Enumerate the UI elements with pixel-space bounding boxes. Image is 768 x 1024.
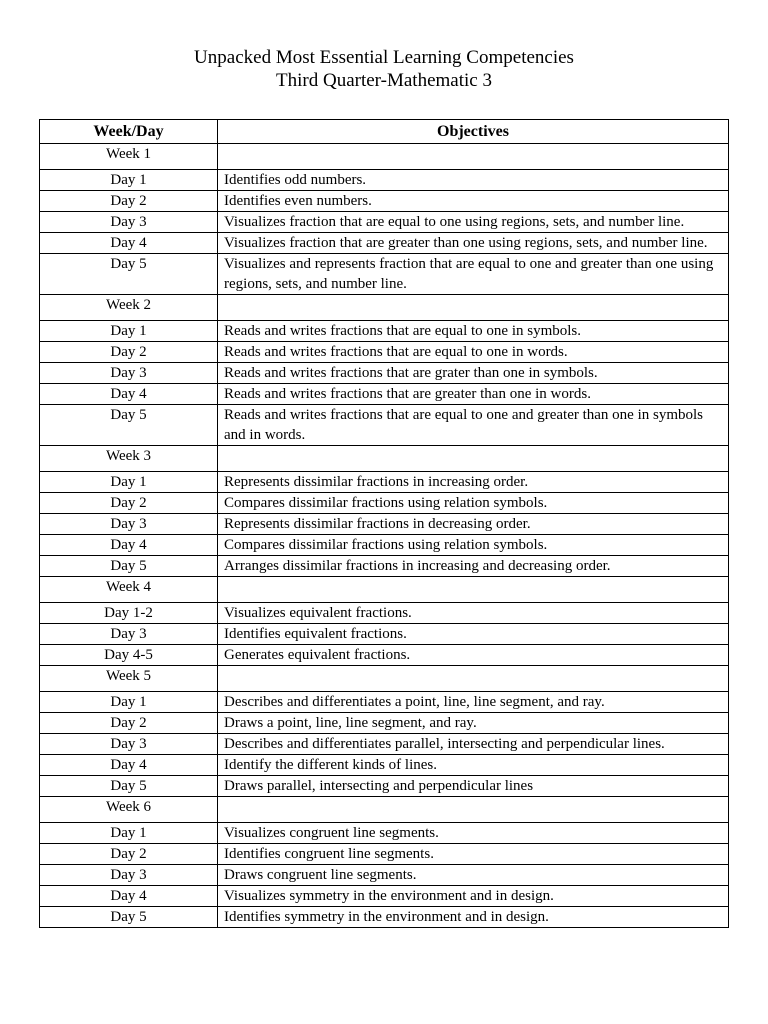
day-label: Day 1-2 xyxy=(40,603,218,624)
day-label: Day 1 xyxy=(40,472,218,493)
objective-text: Visualizes congruent line segments. xyxy=(218,823,729,844)
table-row xyxy=(40,865,729,886)
table-row xyxy=(40,886,729,907)
week-objective-empty xyxy=(218,295,729,321)
day-label: Day 5 xyxy=(40,776,218,797)
table-row xyxy=(40,342,729,363)
table-row xyxy=(40,321,729,342)
header-objectives: Objectives xyxy=(218,120,729,144)
day-label: Day 4 xyxy=(40,535,218,556)
table-row xyxy=(40,844,729,865)
table-row xyxy=(40,624,729,645)
week-label: Week 5 xyxy=(40,666,218,692)
week-label: Week 2 xyxy=(40,295,218,321)
objective-text: Identifies symmetry in the environment and in design. xyxy=(218,907,729,928)
week-objective-empty xyxy=(218,144,729,170)
objective-text: Visualizes fraction that are greater than one using regions, sets, and number line. xyxy=(218,233,729,254)
day-label: Day 2 xyxy=(40,713,218,734)
day-label: Day 5 xyxy=(40,405,218,446)
week-objective-empty xyxy=(218,446,729,472)
table-row xyxy=(40,472,729,493)
day-label: Day 3 xyxy=(40,514,218,535)
objective-text: Reads and writes fractions that are grater than one in symbols. xyxy=(218,363,729,384)
day-label: Day 3 xyxy=(40,212,218,233)
objective-text: Identifies even numbers. xyxy=(218,191,729,212)
objective-text: Identifies odd numbers. xyxy=(218,170,729,191)
table-row xyxy=(40,645,729,666)
day-label: Day 3 xyxy=(40,865,218,886)
objective-text: Compares dissimilar fractions using relation symbols. xyxy=(218,535,729,556)
day-label: Day 4 xyxy=(40,233,218,254)
table-row xyxy=(40,384,729,405)
objective-text: Generates equivalent fractions. xyxy=(218,645,729,666)
objective-text: Visualizes equivalent fractions. xyxy=(218,603,729,624)
day-label: Day 2 xyxy=(40,844,218,865)
table-row xyxy=(40,493,729,514)
table-row xyxy=(40,734,729,755)
objective-text: Visualizes symmetry in the environment and in design. xyxy=(218,886,729,907)
day-label: Day 3 xyxy=(40,624,218,645)
objective-text: Reads and writes fractions that are equal to one in words. xyxy=(218,342,729,363)
day-label: Day 5 xyxy=(40,254,218,295)
objective-text: Compares dissimilar fractions using relation symbols. xyxy=(218,493,729,514)
table-row xyxy=(40,514,729,535)
table-row xyxy=(40,535,729,556)
day-label: Day 2 xyxy=(40,493,218,514)
document-subtitle: Third Quarter-Mathematic 3 xyxy=(276,70,492,91)
table-row xyxy=(40,776,729,797)
objective-text: Visualizes and represents fraction that are equal to one and greater than one using regions, sets, and number line. xyxy=(218,254,729,295)
day-label: Day 1 xyxy=(40,692,218,713)
week-row xyxy=(40,446,729,472)
objective-text: Represents dissimilar fractions in decreasing order. xyxy=(218,514,729,535)
table-row xyxy=(40,692,729,713)
week-label: Week 6 xyxy=(40,797,218,823)
objective-text: Identifies congruent line segments. xyxy=(218,844,729,865)
week-row xyxy=(40,144,729,170)
week-row xyxy=(40,666,729,692)
header-week-day: Week/Day xyxy=(40,120,218,144)
week-row xyxy=(40,797,729,823)
table-row xyxy=(40,363,729,384)
document-title: Unpacked Most Essential Learning Competencies xyxy=(194,47,574,68)
objective-text: Draws a point, line, line segment, and ray. xyxy=(218,713,729,734)
objective-text: Visualizes fraction that are equal to one using regions, sets, and number line. xyxy=(218,212,729,233)
table-row xyxy=(40,823,729,844)
table-row xyxy=(40,405,729,446)
week-objective-empty xyxy=(218,666,729,692)
week-label: Week 4 xyxy=(40,577,218,603)
objective-text: Describes and differentiates parallel, intersecting and perpendicular lines. xyxy=(218,734,729,755)
objective-text: Describes and differentiates a point, line, line segment, and ray. xyxy=(218,692,729,713)
table-row xyxy=(40,755,729,776)
week-objective-empty xyxy=(218,797,729,823)
table-row xyxy=(40,713,729,734)
day-label: Day 1 xyxy=(40,823,218,844)
day-label: Day 3 xyxy=(40,363,218,384)
objective-text: Represents dissimilar fractions in increasing order. xyxy=(218,472,729,493)
table-row xyxy=(40,603,729,624)
table-row xyxy=(40,233,729,254)
day-label: Day 2 xyxy=(40,342,218,363)
objective-text: Reads and writes fractions that are equal to one and greater than one in symbols and in words. xyxy=(218,405,729,446)
objective-text: Arranges dissimilar fractions in increasing and decreasing order. xyxy=(218,556,729,577)
day-label: Day 4 xyxy=(40,755,218,776)
day-label: Day 2 xyxy=(40,191,218,212)
day-label: Day 5 xyxy=(40,907,218,928)
table-body xyxy=(40,144,729,928)
table-header-row xyxy=(40,120,729,144)
day-label: Day 4 xyxy=(40,384,218,405)
table-row xyxy=(40,556,729,577)
table-row xyxy=(40,254,729,295)
day-label: Day 4 xyxy=(40,886,218,907)
objective-text: Reads and writes fractions that are equal to one in symbols. xyxy=(218,321,729,342)
day-label: Day 3 xyxy=(40,734,218,755)
objective-text: Draws parallel, intersecting and perpendicular lines xyxy=(218,776,729,797)
week-objective-empty xyxy=(218,577,729,603)
objective-text: Reads and writes fractions that are greater than one in words. xyxy=(218,384,729,405)
objective-text: Draws congruent line segments. xyxy=(218,865,729,886)
objective-text: Identify the different kinds of lines. xyxy=(218,755,729,776)
week-label: Week 3 xyxy=(40,446,218,472)
day-label: Day 1 xyxy=(40,321,218,342)
objective-text: Identifies equivalent fractions. xyxy=(218,624,729,645)
table-row xyxy=(40,212,729,233)
day-label: Day 5 xyxy=(40,556,218,577)
table-row xyxy=(40,907,729,928)
week-row xyxy=(40,577,729,603)
table-row xyxy=(40,191,729,212)
week-label: Week 1 xyxy=(40,144,218,170)
table-row xyxy=(40,170,729,191)
day-label: Day 4-5 xyxy=(40,645,218,666)
day-label: Day 1 xyxy=(40,170,218,191)
competencies-table xyxy=(39,119,729,928)
week-row xyxy=(40,295,729,321)
